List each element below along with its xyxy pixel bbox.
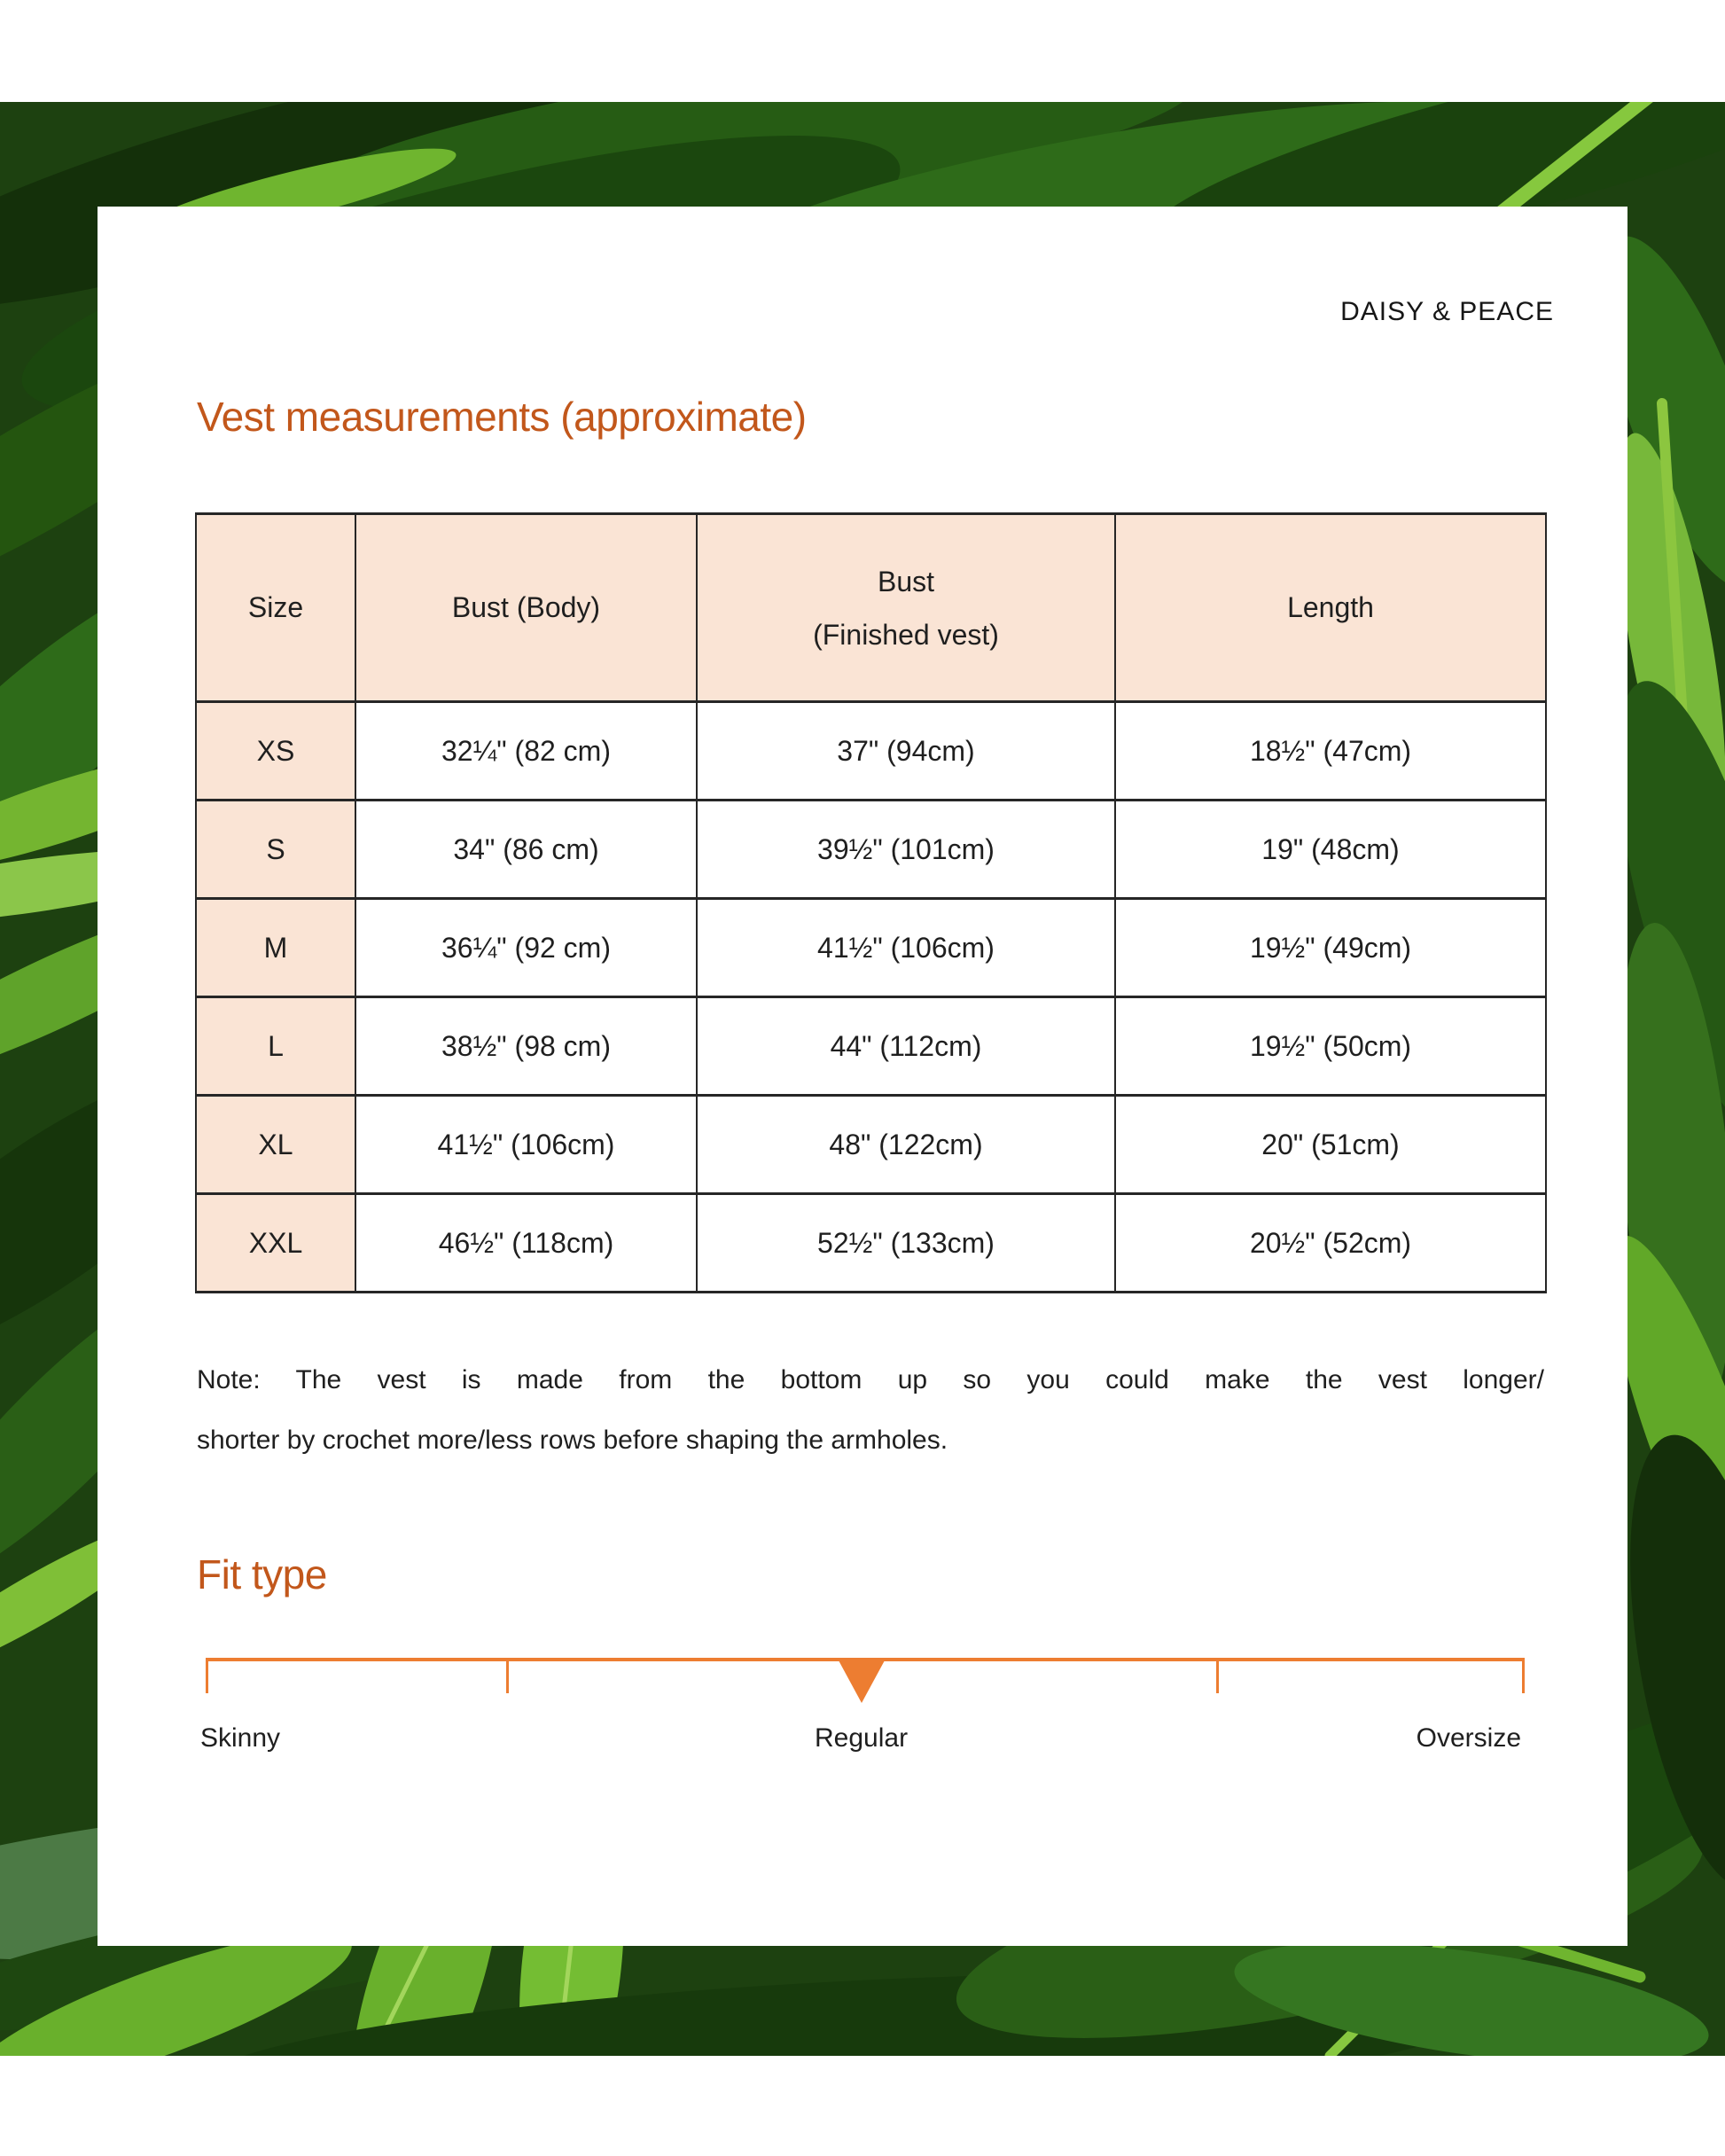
length-value: 19½" (50cm): [1115, 997, 1546, 1096]
table-row-xl: [196, 1096, 1546, 1194]
length-value: 19" (48cm): [1115, 801, 1546, 899]
scale-tick-quarter: [506, 1658, 509, 1693]
bust-body-value: 38½" (98 cm): [355, 997, 697, 1096]
length-value: 20" (51cm): [1115, 1096, 1546, 1194]
column-header-bust-body: Bust (Body): [355, 514, 697, 702]
bust-finished-value: 37" (94cm): [697, 702, 1115, 801]
table-row-s: [196, 801, 1546, 899]
table-row-xxl: [196, 1194, 1546, 1293]
size-label: XS: [196, 702, 355, 801]
column-header-bust-finished-line1: Bust: [877, 565, 935, 598]
scale-tick-right-end: [1522, 1658, 1525, 1693]
size-label: M: [196, 899, 355, 997]
size-label: XXL: [196, 1194, 355, 1293]
table-row-l: [196, 997, 1546, 1096]
brand-name: DAISY & PEACE: [1340, 297, 1554, 326]
fit-type-scale: [200, 1658, 1525, 1773]
measurements-section-title: Vest measurements (approximate): [197, 394, 807, 440]
length-adjustment-note: [197, 1350, 1544, 1471]
bust-finished-value: 39½" (101cm): [697, 801, 1115, 899]
table-row-xs: [196, 702, 1546, 801]
note-line-2: shorter by crochet more/less rows before shaping the armholes.: [197, 1426, 948, 1455]
fit-label-oversize: Oversize: [1416, 1723, 1521, 1753]
bust-body-value: 46½" (118cm): [355, 1194, 697, 1293]
column-header-length: Length: [1115, 514, 1546, 702]
length-value: 20½" (52cm): [1115, 1194, 1546, 1293]
size-label: L: [196, 997, 355, 1096]
column-header-bust-finished-line2: (Finished vest): [813, 618, 999, 651]
document-page: [98, 207, 1627, 1946]
column-header-size: Size: [196, 514, 355, 702]
table-header-row: [196, 514, 1546, 702]
size-label: S: [196, 801, 355, 899]
bust-body-value: 41½" (106cm): [355, 1096, 697, 1194]
length-value: 18½" (47cm): [1115, 702, 1546, 801]
scale-tick-left-end: [206, 1658, 208, 1693]
length-value: 19½" (49cm): [1115, 899, 1546, 997]
fit-label-regular: Regular: [815, 1723, 909, 1753]
scale-tick-three-quarter: [1216, 1658, 1219, 1693]
fit-type-section-title: Fit type: [197, 1551, 327, 1597]
note-line-1: Note: The vest is made from the bottom up so you could make the vest longer/: [197, 1365, 1544, 1394]
fit-label-skinny: Skinny: [200, 1723, 281, 1753]
bust-finished-value: 41½" (106cm): [697, 899, 1115, 997]
bust-body-value: 36¼" (92 cm): [355, 899, 697, 997]
table-row-m: [196, 899, 1546, 997]
vest-measurements-table: [195, 512, 1547, 1293]
bust-finished-value: 44" (112cm): [697, 997, 1115, 1096]
bust-body-value: 34" (86 cm): [355, 801, 697, 899]
size-label: XL: [196, 1096, 355, 1194]
bust-finished-value: 48" (122cm): [697, 1096, 1115, 1194]
column-header-bust-finished: [697, 514, 1115, 702]
bust-body-value: 32¼" (82 cm): [355, 702, 697, 801]
fit-marker-triangle-icon: [839, 1660, 885, 1703]
fit-scale-labels: [200, 1723, 1525, 1759]
bust-finished-value: 52½" (133cm): [697, 1194, 1115, 1293]
